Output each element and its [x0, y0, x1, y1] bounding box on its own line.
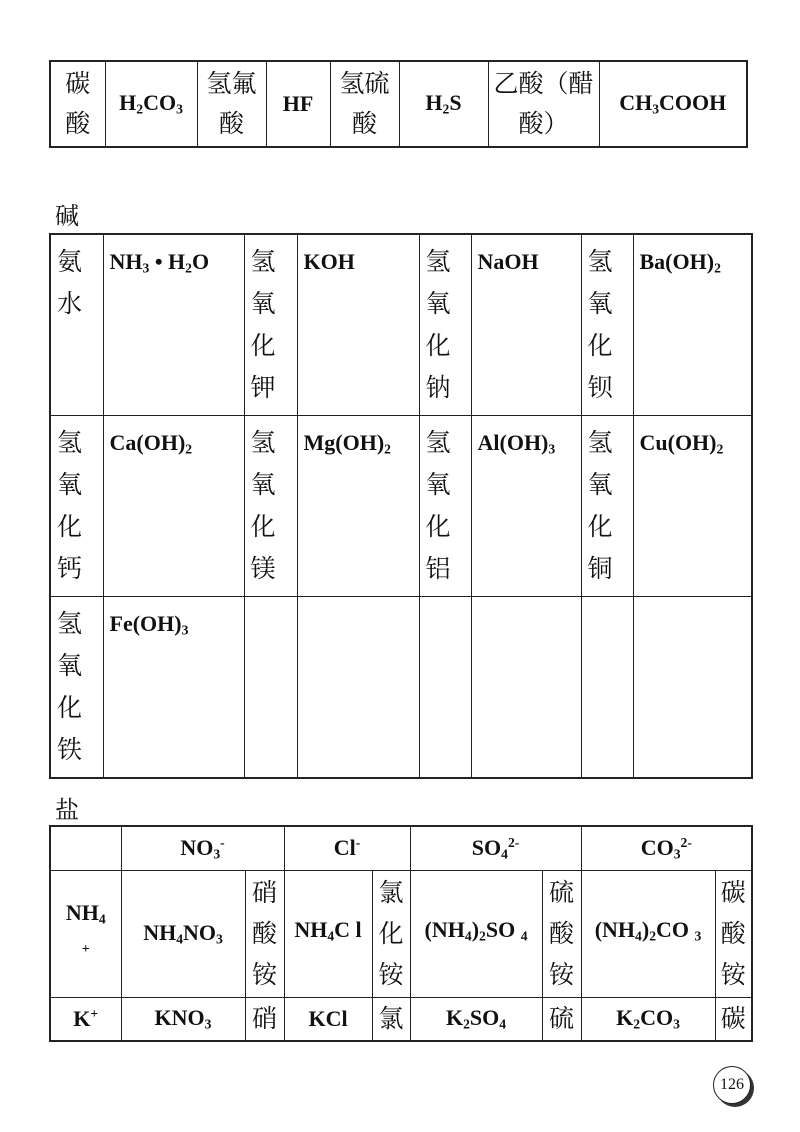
table-cell	[103, 416, 244, 597]
table-cell	[284, 870, 372, 997]
table-cell	[297, 597, 419, 779]
table-cell	[121, 826, 284, 870]
table-cell	[50, 416, 103, 597]
nh4so4-name: 硫酸铵	[549, 878, 575, 989]
table-cell	[103, 234, 244, 416]
table-row	[50, 997, 752, 1041]
nh4cl-name: 氯化铵	[378, 878, 404, 989]
aloh-formula: $Al(OH)_3$	[477, 430, 556, 457]
ammonium-ion-label: $NH_4$ +	[65, 899, 106, 957]
table-cell	[419, 597, 471, 779]
potassium-ion-label: K+	[73, 1005, 99, 1031]
table-cell	[715, 997, 752, 1041]
salts-heading: 盐	[55, 796, 79, 824]
baoh-formula: $Ba(OH)_2$	[639, 249, 721, 276]
baoh-name: 氢氧化钡	[587, 247, 613, 402]
koh-name: 氢氧化钾	[250, 247, 276, 402]
carbonate-ion-header: $CO_3^{2-}$	[640, 834, 692, 862]
table-cell	[266, 61, 330, 147]
table-cell	[410, 870, 542, 997]
nh4no3-formula: $NH_4NO_3$	[143, 919, 223, 947]
table-cell	[715, 870, 752, 997]
table-cell	[488, 61, 599, 147]
table-cell	[581, 597, 633, 779]
koh-formula: KOH	[303, 249, 355, 274]
table-cell	[471, 597, 581, 779]
table-cell	[419, 416, 471, 597]
bases-heading: 碱	[55, 202, 79, 230]
base-table	[49, 233, 753, 779]
table-cell	[244, 597, 297, 779]
table-cell	[50, 61, 105, 147]
table-row	[50, 826, 752, 870]
table-cell	[197, 61, 266, 147]
feoh-formula: $Fe(OH)_3$	[109, 611, 189, 638]
table-cell	[581, 416, 633, 597]
cuoh-name: 氢氧化铜	[587, 428, 613, 583]
table-row	[50, 597, 752, 779]
table-cell	[284, 997, 372, 1041]
table-cell	[471, 416, 581, 597]
table-cell	[542, 870, 581, 997]
h2s-acid-name: 氢硫酸	[339, 69, 390, 138]
table-cell	[633, 416, 752, 597]
acetic-acid-formula: $CH_3COOH$	[619, 90, 727, 117]
table-cell	[121, 870, 245, 997]
kno3-formula: $KNO_3$	[154, 1005, 212, 1032]
table-cell	[244, 234, 297, 416]
salt-table	[49, 825, 753, 1042]
table-cell	[121, 997, 245, 1041]
nh4co3-name: 碳酸铵	[720, 878, 746, 989]
kcl-name: 氯	[378, 1004, 404, 1034]
naoh-name: 氢氧化钠	[425, 247, 451, 402]
caoh-formula: $Ca(OH)_2$	[109, 430, 193, 457]
table-cell	[410, 997, 542, 1041]
kcl-formula: KCl	[308, 1005, 348, 1031]
carbonic-acid-formula: $H_2CO_3$	[119, 90, 183, 117]
ammonia-name: 氨水	[57, 247, 83, 318]
table-cell	[581, 234, 633, 416]
k2so4-name: 硫	[549, 1004, 575, 1034]
table-cell	[50, 870, 121, 997]
table-cell	[245, 870, 284, 997]
h2s-acid-formula: $H_2S$	[425, 90, 462, 117]
table-cell	[581, 870, 715, 997]
table-cell	[581, 997, 715, 1041]
acetic-acid-name: 乙酸（醋酸）	[493, 69, 594, 138]
nh4co3-formula: $(NH_4)_2CO$ $_3$	[594, 917, 702, 944]
caoh-name: 氢氧化钙	[57, 428, 83, 583]
table-cell	[50, 997, 121, 1041]
table-cell	[50, 234, 103, 416]
table-cell	[599, 61, 747, 147]
table-cell	[633, 234, 752, 416]
acid-table	[49, 60, 748, 148]
table-cell	[542, 997, 581, 1041]
nh4no3-name: 硝酸铵	[252, 878, 278, 989]
chloride-ion-header: Cl-	[333, 835, 361, 861]
table-cell	[244, 416, 297, 597]
hf-acid-formula: HF	[282, 91, 314, 116]
table-cell	[103, 597, 244, 779]
k2co3-formula: $K_2CO_3$	[616, 1005, 680, 1032]
aloh-name: 氢氧化铝	[425, 428, 451, 583]
nh4cl-formula: $NH_4C$ l	[294, 917, 362, 944]
page-number: 126	[713, 1066, 751, 1104]
naoh-formula: NaOH	[477, 249, 539, 274]
table-row	[50, 870, 752, 997]
k2so4-formula: $K_2SO_4$	[445, 1005, 507, 1032]
table-cell	[419, 234, 471, 416]
table-row	[50, 416, 752, 597]
nh4so4-formula: $(NH_4)_2SO$ $_4$	[424, 917, 528, 944]
table-cell	[471, 234, 581, 416]
table-cell	[581, 826, 752, 870]
table-cell	[284, 826, 410, 870]
nitrate-ion-header: $NO_3^-$	[180, 834, 225, 862]
mgoh-name: 氢氧化镁	[250, 428, 276, 583]
mgoh-formula: $Mg(OH)_2$	[303, 430, 391, 457]
table-row	[50, 61, 747, 147]
table-cell	[105, 61, 197, 147]
table-cell	[50, 597, 103, 779]
table-cell	[297, 234, 419, 416]
table-cell	[410, 826, 581, 870]
table-cell	[297, 416, 419, 597]
hf-acid-name: 氢氟酸	[206, 69, 257, 138]
table-cell	[372, 997, 410, 1041]
kno3-name: 硝	[252, 1004, 278, 1034]
table-cell	[399, 61, 488, 147]
table-cell	[633, 597, 752, 779]
table-cell	[50, 826, 121, 870]
table-cell	[330, 61, 399, 147]
ammonia-formula: $NH_3$ • $H_2O$	[109, 249, 210, 276]
k2co3-name: 碳	[720, 1004, 746, 1034]
carbonic-acid-name: 碳酸	[65, 69, 91, 138]
table-cell	[372, 870, 410, 997]
cuoh-formula: $Cu(OH)_2$	[639, 430, 724, 457]
table-cell	[245, 997, 284, 1041]
feoh-name: 氢氧化铁	[57, 609, 83, 764]
sulfate-ion-header: $SO_4^{2-}$	[471, 834, 520, 862]
table-row	[50, 234, 752, 416]
